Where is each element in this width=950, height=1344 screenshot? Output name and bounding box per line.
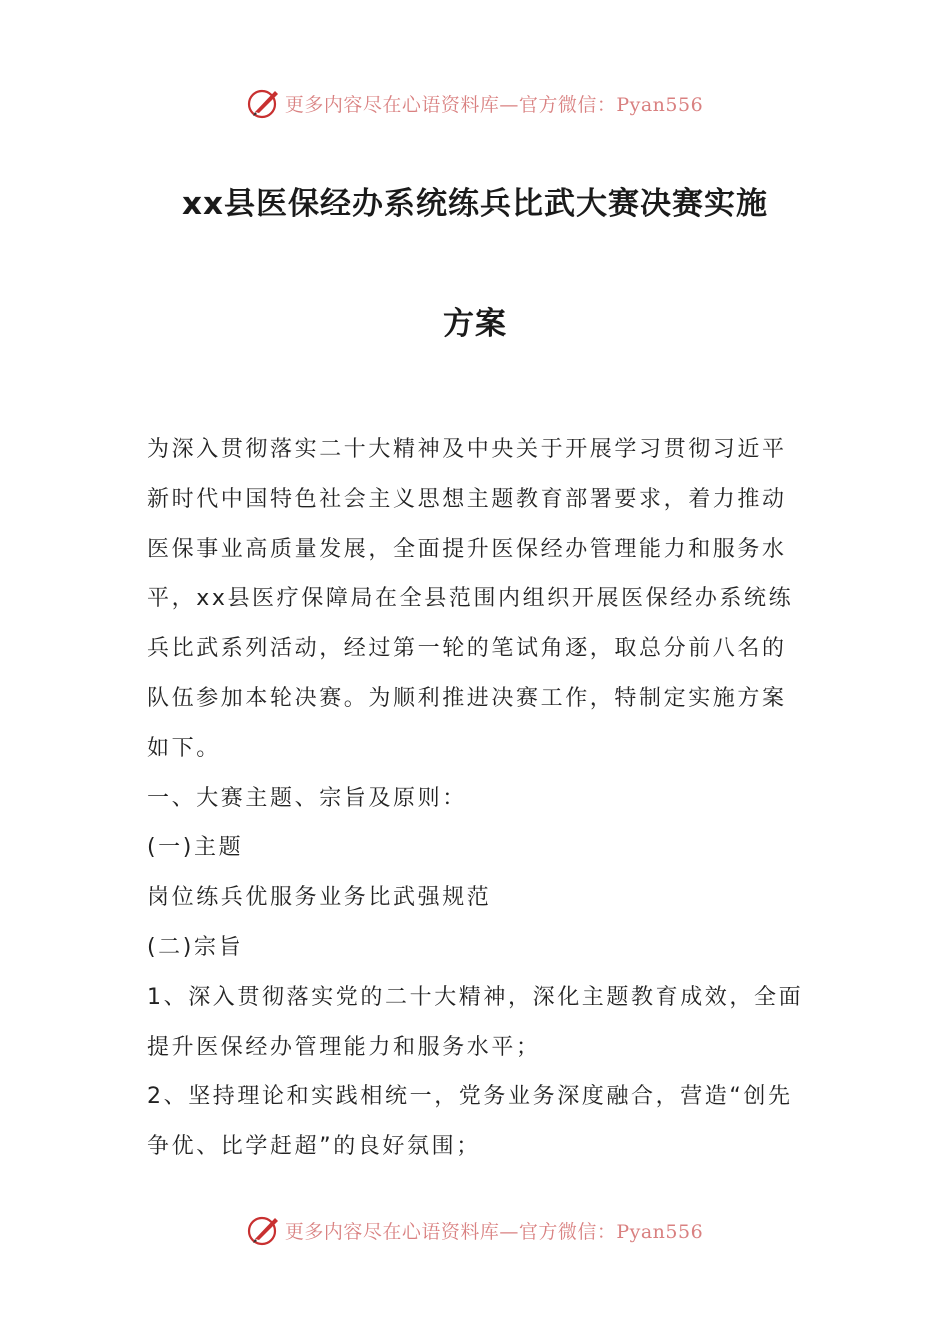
document-body <box>147 425 807 1172</box>
intro-paragraph: 为深入贯彻落实二十大精神及中央关于开展学习贯彻习近平新时代中国特色社会主义思想主题教育部署要求，着力推动医保事业高质量发展，全面提升医保经办管理能力和服务水平，xx县医疗保障局在全县范围内组织开展医保经办系统练兵比武系列活动，经过第一轮的笔试角逐，取总分前八名的队伍参加本轮决赛。为顺利推进决赛工作，特制定实施方案如下。 <box>147 437 794 761</box>
document-title-line2: 方案 <box>443 306 507 342</box>
watermark-banner-top <box>0 83 950 123</box>
watermark-text: 更多内容尽在心语资料库—官方微信：Pyan556 <box>284 1220 704 1243</box>
watermark-banner-bottom <box>0 1210 950 1250</box>
purpose-item-2: 2、坚持理论和实践相统一，党务业务深度融合，营造“创先争优、比学赶超”的良好氛围； <box>147 1084 793 1160</box>
subsection-heading-theme: (一)主题 <box>147 835 244 861</box>
quill-logo-icon <box>247 1213 281 1247</box>
watermark-text: 更多内容尽在心语资料库—官方微信：Pyan556 <box>284 93 704 116</box>
quill-logo-icon <box>247 86 281 120</box>
subsection-heading-purpose: (二)宗旨 <box>147 934 244 960</box>
section-heading: 一、大赛主题、宗旨及原则： <box>147 785 467 811</box>
purpose-item-1: 1、深入贯彻落实党的二十大精神，深化主题教育成效，全面提升医保经办管理能力和服务水平； <box>147 984 804 1060</box>
theme-text: 岗位练兵优服务业务比武强规范 <box>147 885 492 911</box>
document-title-line1: xx县医保经办系统练兵比武大赛决赛实施 <box>182 186 768 222</box>
